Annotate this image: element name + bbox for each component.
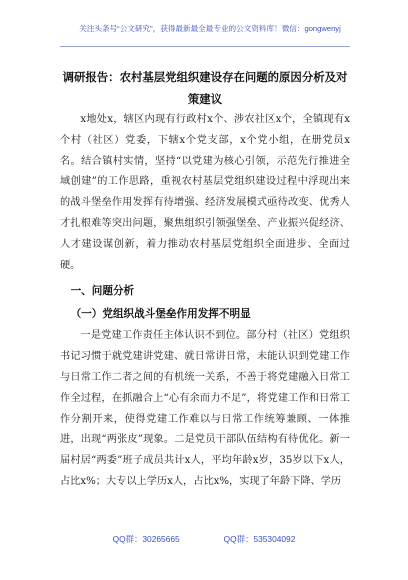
footer-qq-group-1: QQ群：30265665 — [112, 534, 180, 544]
subsection-heading: （一）党组织战斗堡垒作用发挥不明显 — [70, 308, 251, 321]
footer-qq-group-2: QQ群：535304092 — [223, 534, 296, 544]
problem-paragraph: 一是党建工作责任主体认识不到位。部分村（社区）党组织书记习惯于就党建讲党建、就日常讲日常，未能认识到党建工作与日常工作二者之间的有机统一关系，不善于将党建融入日常工作全过程，在抓融合上“心有余而力不足”，将党建工作和日常工作分割开来，使得党建工作难以与日常工作统筹兼顾、一体推进，出现“两张皮”现象。二是党员干部队伍结构有待优化。新一届村居“两委”班子成员共计x人，平均年龄x岁，35岁以下x人，占比x%；大专以上学历x人，占比x%，实现了年龄下降、学历 — [60, 330, 350, 487]
page-footer — [0, 534, 408, 544]
header-divider — [60, 46, 350, 47]
page-header: 关注头条号“公文研究”，获得最新最全最专业的公文资料库！微信：gongwenyj — [79, 24, 341, 33]
section-heading: 一、问题分析 — [70, 285, 135, 298]
document-title: 调研报告：农村基层党组织建设存在问题的原因分析及对策建议 — [62, 70, 348, 106]
document-body — [60, 110, 350, 493]
intro-paragraph: x地处x，辖区内现有行政村x个、涉农社区x个，全镇现有x个村（社区）党委，下辖x个党支部，x个党小组，在册党员x名。结合镇村实情，坚持“以党建为核心引领，示范先行推进全域创建”的工作思路，重视农村基层党组织建设过程中浮现出来的战斗堡垒作用发挥有待增强、经济发展模式亟待改变、优秀人才扎根难等突出问题，聚焦组织引领强堡垒、产业振兴促经济、人才建设谋创新，着力推动农村基层党组织全面进步、全面过硬。 — [60, 114, 350, 271]
